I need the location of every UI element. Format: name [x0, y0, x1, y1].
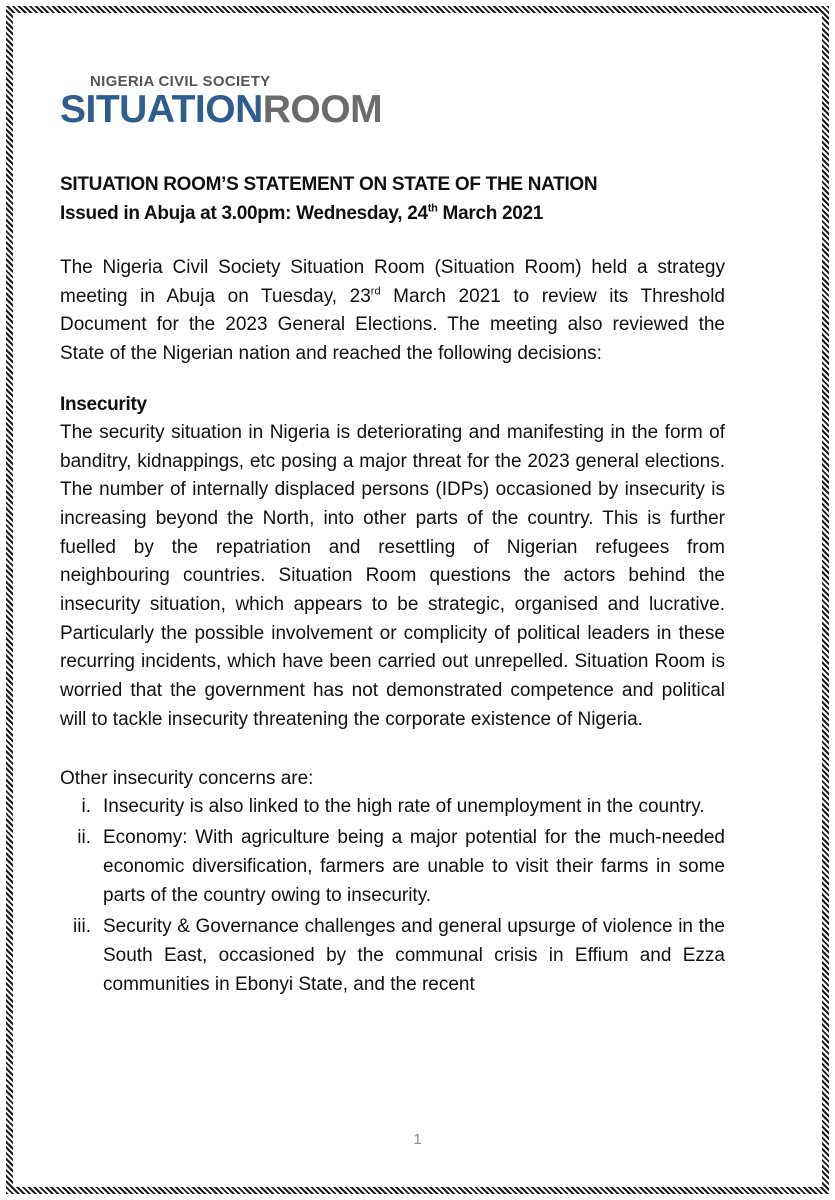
logo-room: ROOM [262, 88, 383, 131]
list-item-number: i. [81, 795, 91, 817]
concerns-list [60, 793, 725, 1000]
logo-top-line: NIGERIA CIVIL SOCIETY [90, 73, 271, 90]
list-item-number: ii. [77, 827, 91, 849]
document-content [60, 170, 725, 1002]
logo-situation: SITUATION [60, 88, 263, 131]
list-item [60, 824, 725, 910]
list-item-number: iii. [73, 916, 91, 938]
list-item-text: Economy: With agriculture being a major potential for the much-needed economic diversification, farmers are unable to visit their farms in some parts of the country owing to insecurity. [103, 827, 725, 906]
insecurity-paragraph: The security situation in Nigeria is deteriorating and manifesting in the form of banditry, kidnappings, etc posing a major threat for the 2023 general elections. The number of internally displaced persons (IDPs) occasioned by insecurity is increasing beyond the North, into other parts of the country. This is further fuelled by the repatriation and resettling of Nigerian refugees from neighbouring countries. Situation Room questions the actors behind the insecurity situation, which appears to be strategic, organised and lucrative. Particularly the possible involvement or complicity of political leaders in these recurring incidents, which have been carried out unrepelled. Situation Room is worried that the government has not demonstrated competence and political will to tackle insecurity threatening the corporate existence of Nigeria. [60, 421, 725, 730]
list-item-text: Security & Governance challenges and general upsurge of violence in the South East, occasioned by the communal crisis in Effium and Ezza communities in Ebonyi State, and the recent [103, 916, 725, 995]
intro-part1: The Nigeria Civil Society Situation Room (Situation Room) held a strategy meeting in Abuja on Tuesday, 23 [60, 257, 725, 307]
list-item [60, 913, 725, 999]
intro-ordinal: rd [370, 285, 381, 298]
section-heading-insecurity: Insecurity [60, 393, 147, 415]
statement-title: SITUATION ROOM’S STATEMENT ON STATE OF THE NATION [60, 174, 598, 195]
concerns-lead: Other insecurity concerns are: [60, 767, 314, 789]
intro-part2: March 2021 to review its Threshold Document for the 2023 General Elections. The meeting also reviewed the State of the Nigerian nation and reached the following decisions: [60, 285, 725, 365]
issued-suffix: March 2021 [437, 203, 544, 224]
page-number: 1 [413, 1131, 422, 1148]
issued-ordinal: th [427, 202, 438, 215]
issued-line [60, 199, 725, 228]
logo-main-text [60, 90, 382, 130]
list-item-text: Insecurity is also linked to the high rate of unemployment in the country. [103, 795, 705, 817]
situation-room-logo [60, 74, 382, 130]
issued-prefix: Issued in Abuja at 3.00pm: Wednesday, 24 [60, 203, 428, 224]
intro-paragraph [60, 254, 725, 369]
list-item [60, 793, 725, 822]
